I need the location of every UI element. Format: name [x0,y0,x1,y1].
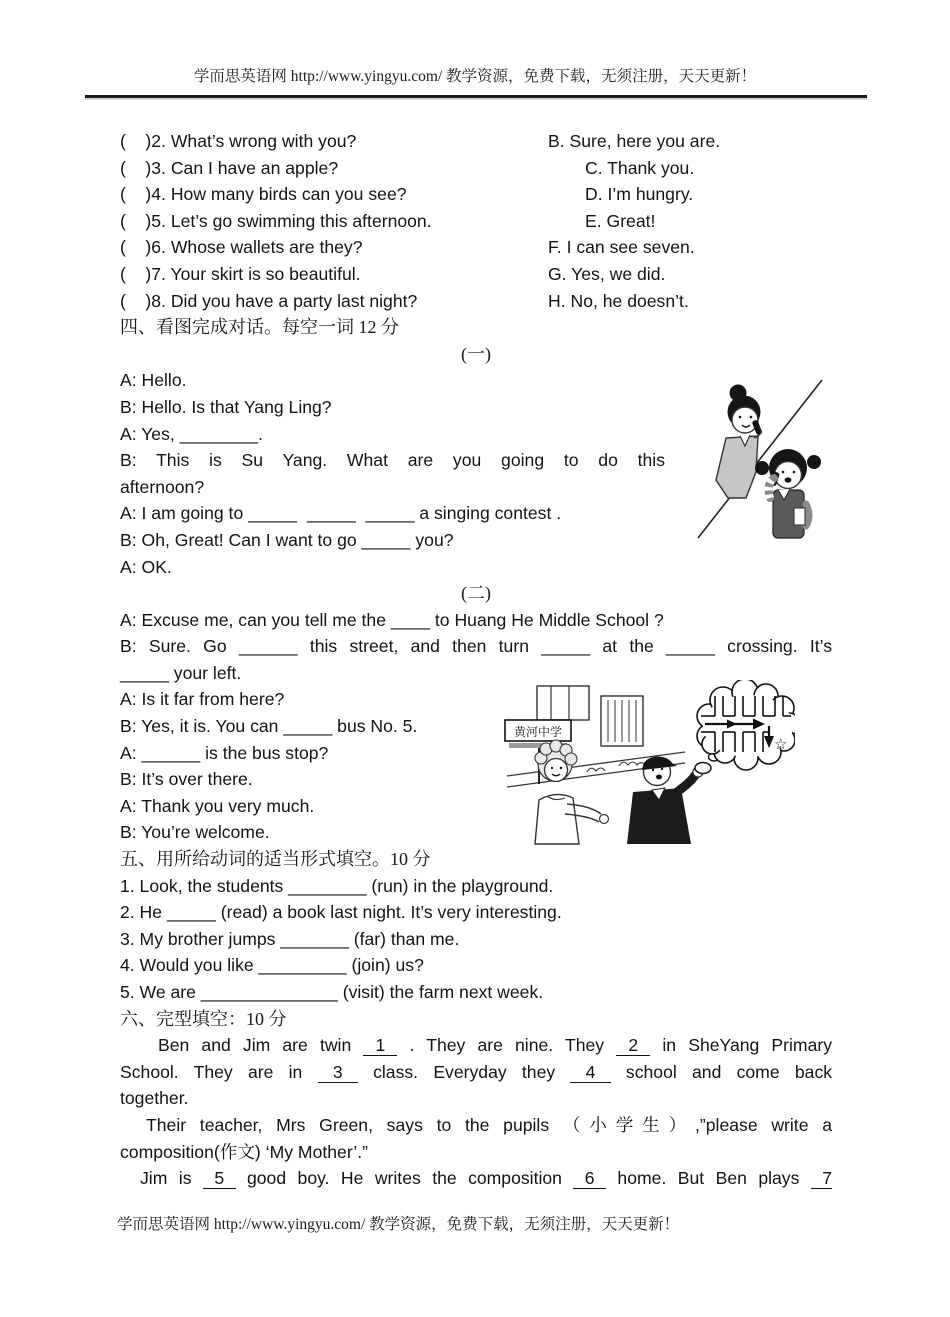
paper-body [120,128,832,1192]
matching-row [120,155,832,182]
dialogue1-line: B: Hello. Is that Yang Ling? [120,396,332,417]
matching-question-6: ( )6. Whose wallets are they? [120,237,363,258]
verb-form-item: 2. He _____ (read) a book last night. It’s very interesting. [120,902,562,923]
matching-question-4: ( )4. How many birds can you see? [120,184,407,205]
phone-call-illustration [688,376,830,542]
page-header [0,64,950,86]
matching-row [120,128,832,155]
verb-form-item: 1. Look, the students ________ (run) in the playground. [120,875,554,896]
matching-answer-e: E. Great! [585,210,656,231]
matching-question-3: ( )3. Can I have an apple? [120,157,339,178]
dialogue2-label: (二) [461,583,491,604]
dialogue1-line: A: I am going to _____ _____ _____ a singing contest . [120,503,562,524]
matching-answer-f: F. I can see seven. [548,237,695,258]
woman-asking [535,740,609,844]
matching-row [120,208,832,235]
matching-row [120,288,832,315]
dialogue1-line: A: Yes, ________. [120,423,263,444]
dialogue2-line: A: ______ is the bus stop? [120,742,329,763]
cloze-line: Their teacher, Mrs Green, says to the pupils （小学生）,”please write a [146,1114,832,1135]
verb-form-item: 5. We are ______________ (visit) the farm next week. [120,982,544,1002]
destination-star-icon: ☆ [774,737,788,753]
asking-directions-illustration [503,680,795,846]
matching-question-2: ( )2. What’s wrong with you? [120,131,357,151]
thought-bubble [695,680,795,774]
matching-answer-g: G. Yes, we did. [548,263,666,284]
dialogue2-line: B: You’re welcome. [120,822,270,843]
dialogue1-line: A: Hello. [120,370,187,391]
verb-form-item: 4. Would you like _________ (join) us? [120,955,424,976]
dialogue2-line: B: Sure. Go ______ this street, and then turn _____ at the _____ crossing. It’s [120,636,832,657]
matching-question-8: ( )8. Did you have a party last night? [120,290,418,311]
cloze-line: composition(作文) ‘My Mother’.” [120,1141,368,1162]
footer-text: 学而思英语网 http://www.yingyu.com/ 教学资源，免费下载，无须注册，天天更新！ [117,1216,680,1233]
dialogue2-line: _____ your left. [120,662,242,683]
page-footer [117,1212,679,1234]
dialogue1-line: afternoon? [120,476,205,497]
dialogue2-line: A: Thank you very much. [120,795,315,816]
school-sign-text: 黄河中学 [513,725,563,739]
girl-on-phone-right [755,449,821,538]
dialogue2-line: B: It’s over there. [120,769,253,790]
matching-answer-d: D. I’m hungry. [585,184,694,205]
matching-row [120,181,832,208]
dialogue1-line: B: Oh, Great! Can I want to go _____ you? [120,529,454,550]
verb-form-item: 3. My brother jumps _______ (far) than me. [120,928,460,949]
dialogue2-line: A: Excuse me, can you tell me the ____ to Huang He Middle School ? [120,609,664,630]
dialogue2-line: A: Is it far from here? [120,689,285,710]
matching-row [120,261,832,288]
dialogue1-line: A: OK. [120,556,172,577]
dialogue2-line: B: Yes, it is. You can _____ bus No. 5. [120,716,418,737]
section4-heading: 四、看图完成对话。每空一词 12 分 [120,317,399,338]
section5-heading: 五、用所给动词的适当形式填空。10 分 [120,849,431,870]
header-text: 学而思英语网 http://www.yingyu.com/ 教学资源，免费下载，无须注册，天天更新！ [193,68,757,85]
girl-on-phone-left [716,385,763,499]
matching-question-7: ( )7. Your skirt is so beautiful. [120,263,361,284]
dialogue1-line: B: This is Su Yang. What are you going to do this [120,450,665,471]
matching-answer-c: C. Thank you. [585,157,695,178]
cloze-line: Jim is 5 good boy. He writes the composition 6 home. But Ben plays 7 [140,1168,833,1189]
matching-question-5: ( )5. Let’s go swimming this afternoon. [120,210,432,231]
cloze-line: School. They are in 3 class. Everyday they 4 school and come back [120,1061,833,1082]
matching-row [120,234,832,261]
dialogue1-label: (一) [461,343,491,364]
matching-answer-h: H. No, he doesn’t. [548,290,689,311]
cloze-line: Ben and Jim are twin 1 . They are nine. They 2 in SheYang Primary [158,1035,833,1056]
cloze-line: together. [120,1088,189,1109]
matching-answer-b: B. Sure, here you are. [548,131,721,151]
header-rule [85,95,867,98]
section6-heading: 六、完型填空：10 分 [120,1008,287,1029]
